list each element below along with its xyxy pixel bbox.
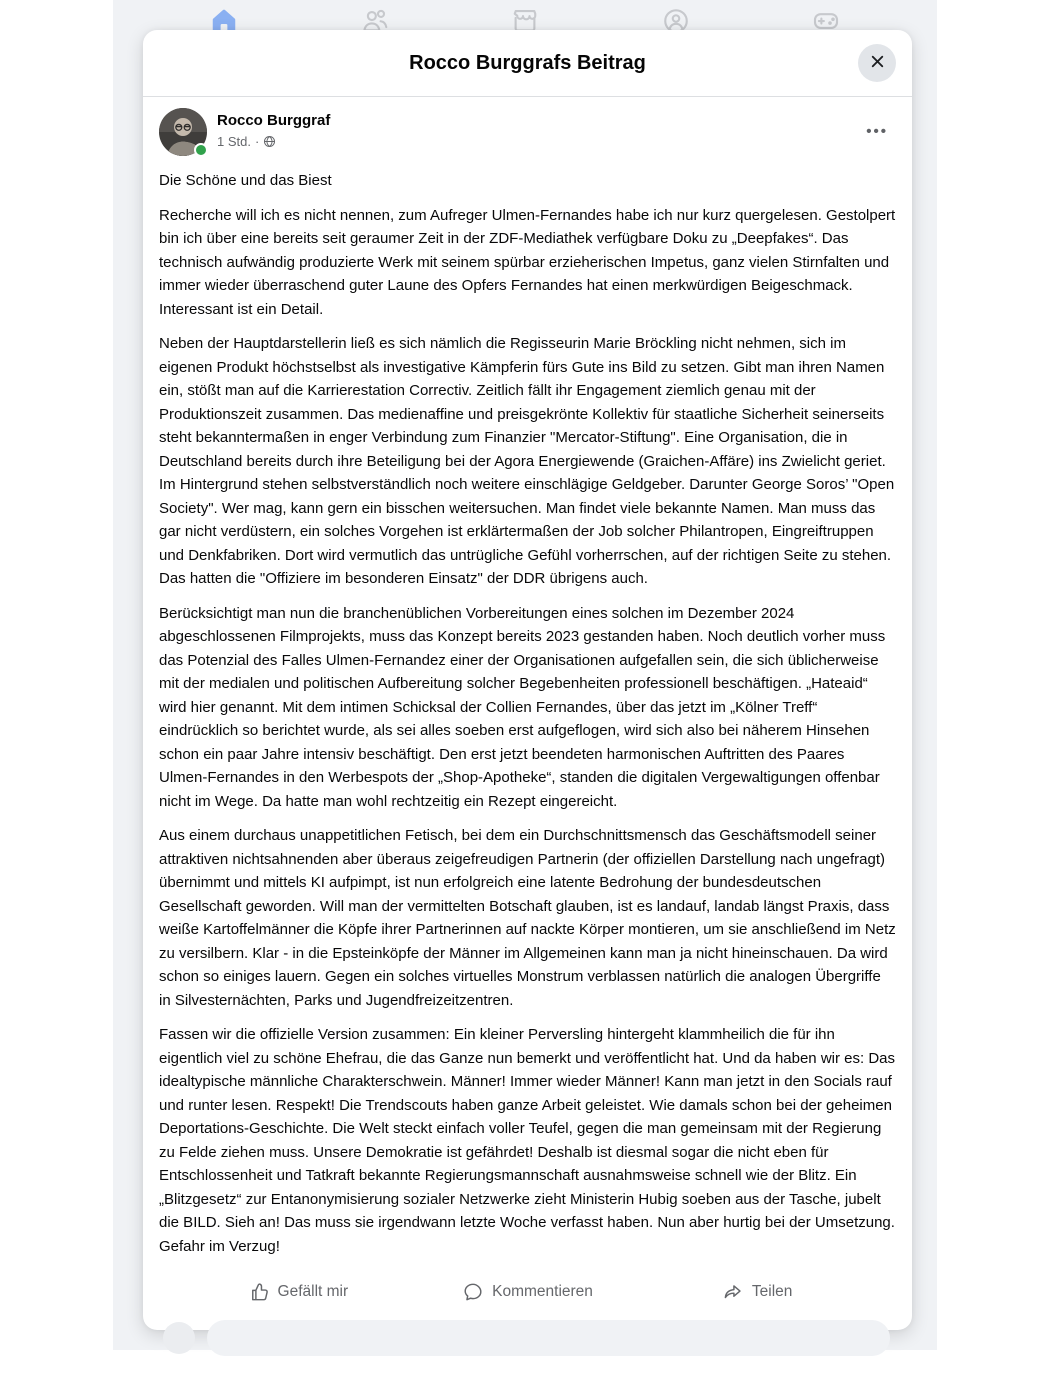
post-options-button[interactable] xyxy=(860,118,894,145)
modal-header xyxy=(143,30,912,97)
author-meta xyxy=(217,108,330,149)
share-label: Teilen xyxy=(751,1283,793,1300)
post-body xyxy=(143,97,912,1269)
post-actions-bar xyxy=(143,1269,912,1315)
like-button[interactable] xyxy=(183,1275,413,1309)
post-paragraph: Berücksichtigt man nun die branchenüblichen Vorbereitungen eines solchen im Dezember 2024 abgeschlossenen Filmprojekts, muss das Konzept bereits 2023 gestanden haben. Noch deutlich vorher muss das Potenzial des Falles Ulmen-Fernandez einer der Organisationen aufgefallen sein, die sich üblicherweise mit der medialen und politischen Aufbereitung solcher Begebenheiten professionell beschäftigen. „Hateaid“ wird hier genannt. Mit dem intimen Schicksal der Collien Fernandes, über das jetzt im „Kölner Treff“ eindrücklich so berichtet wurde, als sei alles soeben erst aufgeflogen, wird sich also bei näherem Hinsehen schon ein paar Jahre intensiv beschäftigt. Den erst jetzt beendeten harmonischen Auftritten des Paares Ulmen-Fernandes in den Werbespots der „Shop-Apotheke“, standen die digitalen Vergewaltigungen offenbar nicht im Wege. Da hatte man wohl rechtzeitig ein Rezept eingereicht. xyxy=(159,604,886,810)
post-paragraph: Fassen wir die offizielle Version zusammen: Ein kleiner Perversling hintergeht klammheilich die für ihn eigentlich viel zu schöne Ehefrau, die das Ganze nun bemerkt und veröffentlicht hat. Und da haben wir es: Das idealtypische männliche Charakterschwein. Männer! Immer wieder Männer! Kann man jetzt in den Socials rauf und runter lesen. Respekt! Die Trendscouts haben ganze Arbeit geleistet. Wie damals schon bei der geheimen Deportations-Geschichte. Die Welt steckt einfach voller Teufel, gegen die man gemeinsam mit der Regierung zu Felde ziehen muss. Unsere Demokratie ist gefährdet! Deshalb ist diesmal sogar die nicht eben für Entschlossenheit und Tatkraft bekannte Regierungsmannschaft ausnahmsweise schnell wie der Blitz. Ein „Blitzgesetz“ zur Entanonymisierung sozialer Netzwerke zieht Ministerin Hubig soeben aus der Tasche, jubelt die BILD. Sieh an! Das muss sie irgendwann letzte Woche verfasst haben. Nun aber hurtig bei der Umsetzung. Gefahr im Verzug! xyxy=(159,1026,895,1255)
post-modal xyxy=(143,30,912,1330)
author-name[interactable]: Rocco Burggraf xyxy=(217,112,331,129)
composer-avatar xyxy=(163,1322,195,1354)
post-paragraph: Recherche will ich es nicht nennen, zum Aufreger Ulmen-Fernandes habe ich nur kurz quergelesen. Gestolpert bin ich über eine bereits seit geraumer Zeit in der ZDF-Mediathek verfügbare Doku zu „Deepfakes“. Das technisch aufwändig produzierte Werk mit seinem spürbar erzieherischen Impetus, ganz vielen Stirnfalten und immer wieder überraschend guter Laune des Opfers Fernandes hat einen merkwürdigen Beigeschmack. Interessant ist ein Detail. xyxy=(159,206,896,318)
post-paragraph: Neben der Hauptdarstellerin ließ es sich nämlich die Regisseurin Marie Bröckling nicht nehmen, sich im eigenen Produkt höchstselbst als investigative Kämpferin fürs Gute ins Bild zu setzen. Gibt man ihren Namen ein, stößt man auf die Karrierestation Correctiv. Zeitlich fällt ihr Engagement ziemlich genau mit der Produktionszeit zusammen. Das medienaffine und preisgekrönte Kollektiv für staatliche Sicherheit seinerseits steht bekanntermaßen in enger Verbindung zum Finanzier "Mercator-Stiftung". Eine Organisation, die in Deutschland bereits durch ihre Beteiligung bei der Agora Energiewende (Graichen-Affäre) ins Zwielicht geriet. Im Hintergrund stehen selbstverständlich noch weitere einschlägige Geldgeber. Darunter George Soros’ "Open Society". Wer mag, kann gern ein bisschen weitersuchen. Man findet viele bekannte Namen. Man muss das gar nicht verdüstern, ein solches Vorgehen ist erklärtermaßen der Job solcher Philantropen, Eingreiftruppen und Denkfabriken. Dort wird vermutlich das untrügliche Gefühl vorherrschen, auf der richtigen Seite zu stehen. Das hatten die "Offiziere im besonderen Einsatz" der DDR übrigens auch. xyxy=(159,335,895,587)
thumbs-up-icon xyxy=(248,1281,270,1303)
post-paragraph: Die Schöne und das Biest xyxy=(159,172,332,189)
meta-separator: · xyxy=(254,134,260,149)
post-text xyxy=(159,169,896,1258)
like-label: Gefällt mir xyxy=(277,1283,349,1300)
avatar[interactable] xyxy=(159,108,207,156)
post-paragraph: Aus einem durchaus unappetitlichen Fetisch, bei dem ein Durchschnittsmensch das Geschäftsmodell seiner attraktiven nichtsahnenden aber überaus zeigefreudigen Partnerin (der offiziellen Darstellung nach ungefragt) übernimmt und mittels KI aufpimpt, ist nun erfolgreich eine latente Bedrohung der bundesdeutschen Gesellschaft geworden. Will man der vermittelten Botschaft glauben, ist es landauf, landab längst Praxis, dass weiße Kartoffelmänner die Köpfe ihrer Partnerinnen auf nackte Körper montieren, um sie anschließend im Netz zu versilbern. Klar - in die Epsteinköpfe der Männer im Allgemeinen kann man ja nicht hineinschauen. Da wird schon so einiges lauern. Gegen ein solches virtuelles Monstrum verblassen natürlich die analogen Übergriffe in Silvesternächten, Parks und Jugendfreizeitzentren. xyxy=(159,827,896,1009)
close-button[interactable] xyxy=(858,44,896,82)
comment-bubble-icon xyxy=(462,1281,484,1303)
close-icon xyxy=(868,52,887,74)
globe-privacy-icon xyxy=(263,135,276,148)
share-button[interactable] xyxy=(642,1275,872,1309)
share-arrow-icon xyxy=(722,1281,744,1303)
post-meta-line xyxy=(217,134,330,149)
comment-composer xyxy=(143,1315,912,1373)
modal-title: Rocco Burggrafs Beitrag xyxy=(409,51,646,74)
online-status-dot xyxy=(194,143,208,157)
post-author-row xyxy=(159,108,896,156)
post-timestamp[interactable]: 1 Std. xyxy=(217,134,251,149)
ellipsis-icon: ••• xyxy=(866,123,888,140)
comment-input[interactable] xyxy=(207,1320,890,1356)
comment-button[interactable] xyxy=(413,1275,643,1309)
comment-label: Kommentieren xyxy=(492,1283,593,1300)
